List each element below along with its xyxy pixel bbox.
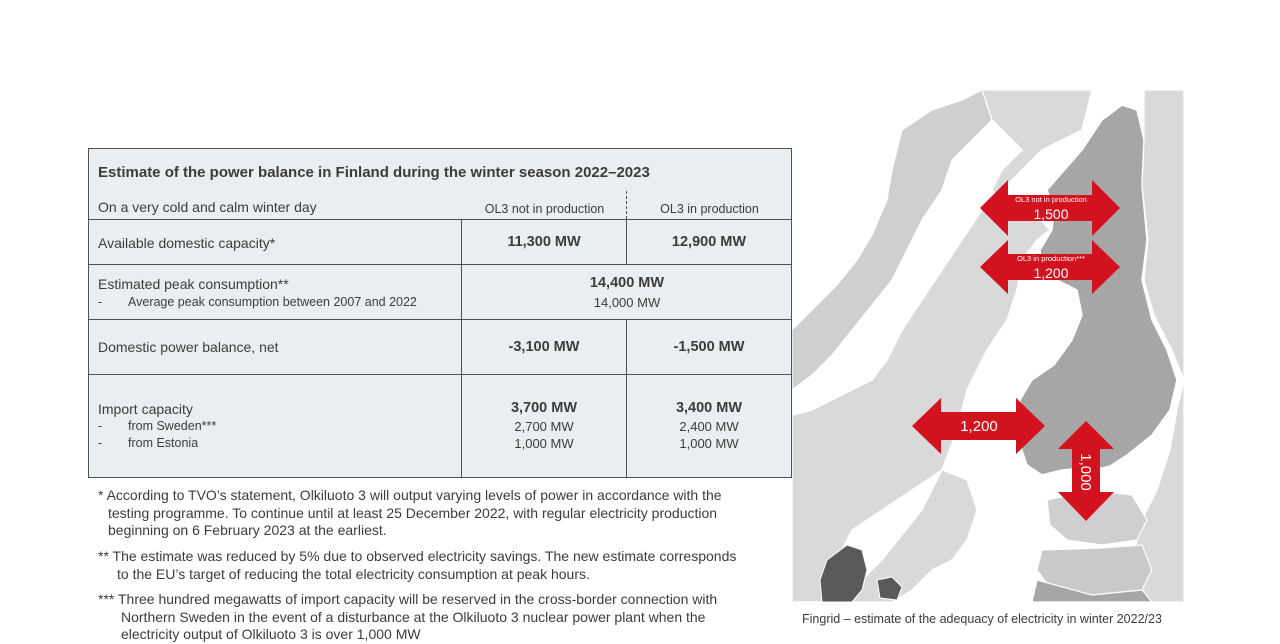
footnote-3-line-2: Northern Sweden in the event of a disturbance at the Olkiluoto 3 nuclear power plant when the xyxy=(121,609,706,625)
arrow1-value: 1,500 xyxy=(1033,206,1069,222)
domestic-balance-ol3-in: -1,500 MW xyxy=(673,339,745,355)
average-peak-value: 14,000 MW xyxy=(593,295,661,310)
header-divider xyxy=(626,191,627,219)
arrow2-small-label: OL3 in production*** xyxy=(1017,254,1085,263)
table-title: Estimate of the power balance in Finland during the winter season 2022–2023 xyxy=(98,164,650,181)
map-caption: Fingrid – estimate of the adequacy of electricity in winter 2022/23 xyxy=(802,612,1162,626)
arrow2-value: 1,200 xyxy=(1033,265,1069,281)
footnote-3-line-1: *** Three hundred megawatts of import capacity will be reserved in the cross-border connection with xyxy=(98,591,718,607)
import-estonia-ol3-in: 1,000 MW xyxy=(679,436,739,451)
import-capacity-ol3-in: 3,400 MW xyxy=(675,400,743,416)
row-label-domestic-balance: Domestic power balance, net xyxy=(98,339,279,355)
peak-consumption-value: 14,400 MW xyxy=(589,275,665,291)
power-balance-table xyxy=(88,148,792,478)
table-subhead: On a very cold and calm winter day xyxy=(98,199,317,215)
arrow3-value: 1,200 xyxy=(960,418,998,435)
available-capacity-ol3-not: 11,300 MW xyxy=(507,234,581,250)
footnote-1-line-2: testing programme. To continue until at least 25 December 2022, with regular electricity production xyxy=(108,505,718,521)
footnote-1-line-3: beginning on 6 February 2023 at the earliest. xyxy=(108,522,387,538)
row-label-import-capacity: Import capacity xyxy=(98,401,193,417)
import-sweden-ol3-in: 2,400 MW xyxy=(679,419,739,434)
row-divider xyxy=(89,264,791,265)
import-sweden-ol3-not: 2,700 MW xyxy=(514,419,574,434)
row-sublabel-average-peak: - Average peak consumption between 2007 and 2022 xyxy=(98,295,417,309)
row-divider xyxy=(89,319,791,320)
footnote-2-line-1: ** The estimate was reduced by 5% due to observed electricity savings. The new estimate corresponds xyxy=(98,548,737,564)
row-divider xyxy=(89,219,791,220)
nordic-map xyxy=(792,90,1184,602)
column-header-ol3-not: OL3 not in production xyxy=(484,202,605,216)
available-capacity-ol3-in: 12,900 MW xyxy=(671,234,747,250)
footnote-3-line-3: electricity output of Olkiluoto 3 is over 1,000 MW xyxy=(121,626,421,642)
row-label-available-capacity: Available domestic capacity* xyxy=(98,235,276,251)
row-sublabel-from-sweden: - from Sweden*** xyxy=(98,419,217,433)
footnote-2-line-2: to the EU’s target of reducing the total electricity consumption at peak hours. xyxy=(117,566,590,582)
row-sublabel-from-estonia: - from Estonia xyxy=(98,436,199,450)
column-header-ol3-in: OL3 in production xyxy=(660,202,759,216)
arrow1-small-label: OL3 not in production xyxy=(1015,195,1087,204)
footnote-1-line-1: * According to TVO’s statement, Olkiluoto 3 will output varying levels of power in accordance with the xyxy=(98,487,722,503)
row-divider xyxy=(89,374,791,375)
arrow4-value: 1,000 xyxy=(1077,453,1094,491)
domestic-balance-ol3-not: -3,100 MW xyxy=(508,339,580,355)
row-label-peak-consumption: Estimated peak consumption** xyxy=(98,276,289,292)
import-estonia-ol3-not: 1,000 MW xyxy=(514,436,574,451)
import-capacity-ol3-not: 3,700 MW xyxy=(510,400,578,416)
